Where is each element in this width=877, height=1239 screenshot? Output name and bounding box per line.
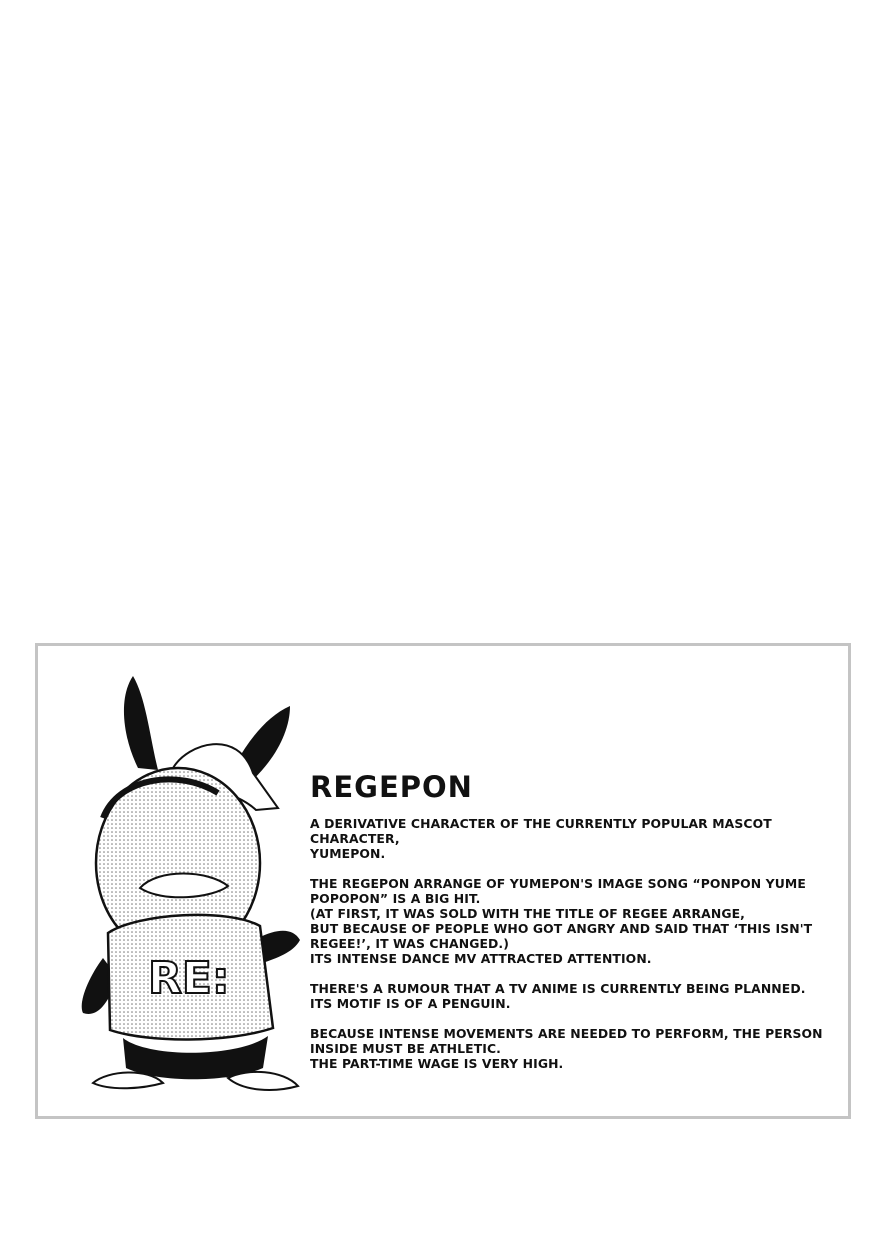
- left-ear: [124, 676, 158, 770]
- character-profile-box: [35, 643, 851, 1119]
- regepon-mascot-illustration: [78, 658, 308, 1108]
- profile-paragraph: BECAUSE INTENSE MOVEMENTS ARE NEEDED TO PERFORM, THE PERSON INSIDE MUST BE ATHLETIC. THE PART-TIME WAGE IS VERY HIGH.: [310, 1026, 823, 1071]
- profile-text: [310, 770, 840, 1086]
- shirt-letters: RE:: [148, 953, 230, 1004]
- character-name: REGEPON: [310, 770, 473, 804]
- profile-paragraph: THERE'S A RUMOUR THAT A TV ANIME IS CURRENTLY BEING PLANNED. ITS MOTIF IS OF A PENGUIN.: [310, 981, 806, 1011]
- profile-paragraph: A DERIVATIVE CHARACTER OF THE CURRENTLY POPULAR MASCOT CHARACTER, YUMEPON.: [310, 816, 772, 861]
- profile-paragraph: THE REGEPON ARRANGE OF YUMEPON'S IMAGE SONG “PONPON YUME POPOPON” IS A BIG HIT. (AT FIRST, IT WAS SOLD WITH THE TITLE OF REGEE ARRANGE, BUT BECAUSE OF PEOPLE WHO GOT ANGRY AND SAID THAT ‘THIS ISN'T REGEE!’, IT WAS CHANGED.) ITS INTENSE DANCE MV ATTRACTED ATTENTION.: [310, 876, 813, 966]
- right-foot: [228, 1072, 298, 1090]
